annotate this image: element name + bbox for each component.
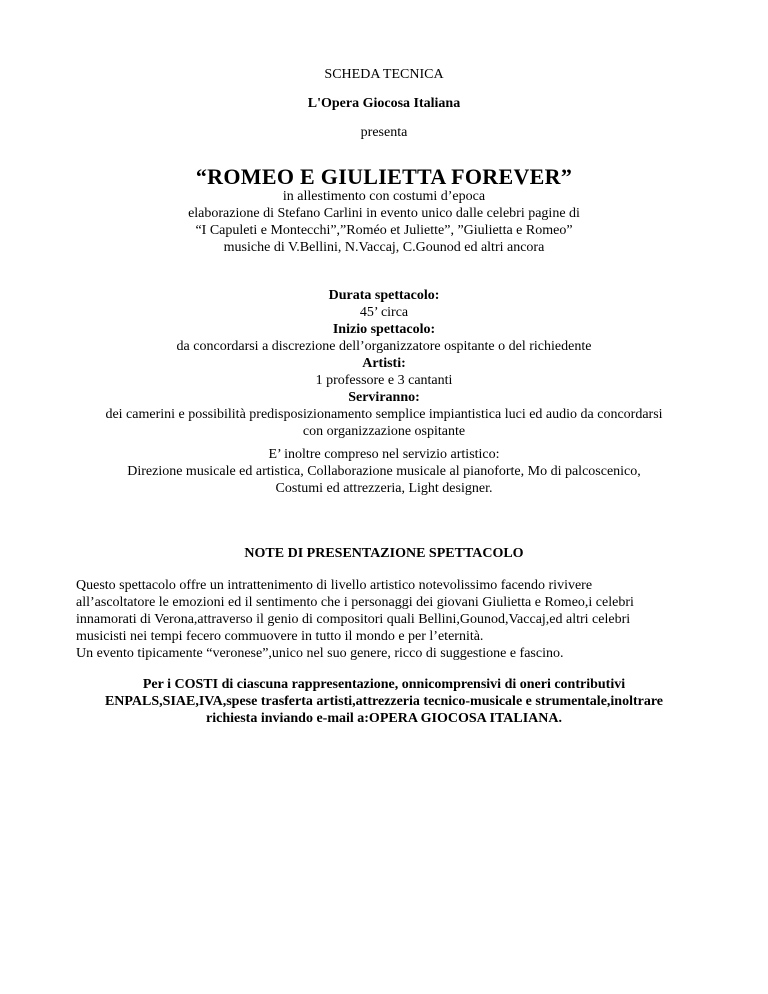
services-line: Direzione musicale ed artistica, Collaborazione musicale al pianoforte, Mo di palcoscenico, [127, 464, 641, 479]
included-services [0, 446, 768, 497]
notes-line: Un evento tipicamente “veronese”,unico nel suo genere, ricco di suggestione e fascino. [76, 646, 564, 661]
notes-line: innamorati di Verona,attraverso il genio di compositori quali Bellini,Gounod,Vaccaj,ed altri celebri [76, 612, 631, 627]
needs-value: dei camerini e possibilità predisposizionamento semplice impiantistica luci ed audio da concordarsi [105, 407, 663, 422]
notes-line: musicisti nei tempi fecero commuovere in tutto il mondo e per l’eternità. [76, 629, 484, 644]
services-line: Costumi ed attrezzeria, Light designer. [275, 481, 493, 496]
costs-line: ENPALS,SIAE,IVA,spese trasferta artisti,attrezzeria tecnico-musicale e strumentale,inoltrare [104, 694, 664, 709]
show-detail-line: in allestimento con costumi d’epoca [282, 189, 486, 204]
duration-label: Durata spettacolo: [328, 288, 440, 303]
notes-line: Questo spettacolo offre un intrattenimento di livello artistico notevolissimo facendo rivivere [76, 578, 593, 593]
presents-text: presenta [360, 125, 408, 140]
heading-block [0, 66, 768, 141]
doc-type-heading: SCHEDA TECNICA [324, 67, 444, 82]
costs-notice [0, 676, 768, 727]
show-details [0, 188, 768, 256]
duration-value: 45’ circa [359, 305, 409, 320]
artists-label: Artisti: [362, 356, 406, 371]
notes-body [76, 577, 716, 662]
start-label: Inizio spettacolo: [332, 322, 436, 337]
notes-line: all’ascoltatore le emozioni ed il sentimento che i personaggi dei giovani Giulietta e Romeo,i celebri [76, 595, 634, 610]
needs-value-cont: con organizzazione ospitante [302, 424, 466, 439]
company-name: L'Opera Giocosa Italiana [307, 96, 461, 111]
technical-specs [0, 287, 768, 440]
needs-label: Serviranno: [348, 390, 420, 405]
show-detail-line: elaborazione di Stefano Carlini in evento unico dalle celebri pagine di [188, 206, 580, 221]
show-title: “ROMEO E GIULIETTA FOREVER” [195, 164, 573, 189]
artists-value: 1 professore e 3 cantanti [315, 373, 453, 388]
services-intro: E’ inoltre compreso nel servizio artistico: [268, 447, 500, 462]
costs-line: Per i COSTI di ciascuna rappresentazione, onnicomprensivi di oneri contributivi [142, 677, 626, 692]
show-detail-line: musiche di V.Bellini, N.Vaccaj, C.Gounod ed altri ancora [223, 240, 545, 255]
notes-title: NOTE DI PRESENTAZIONE SPETTACOLO [244, 546, 524, 561]
show-detail-line: “I Capuleti e Montecchi”,”Roméo et Juliette”, ”Giulietta e Romeo” [195, 223, 573, 238]
start-value: da concordarsi a discrezione dell’organizzatore ospitante o del richiedente [176, 339, 592, 354]
costs-line: richiesta inviando e-mail a:OPERA GIOCOSA ITALIANA. [206, 711, 562, 726]
